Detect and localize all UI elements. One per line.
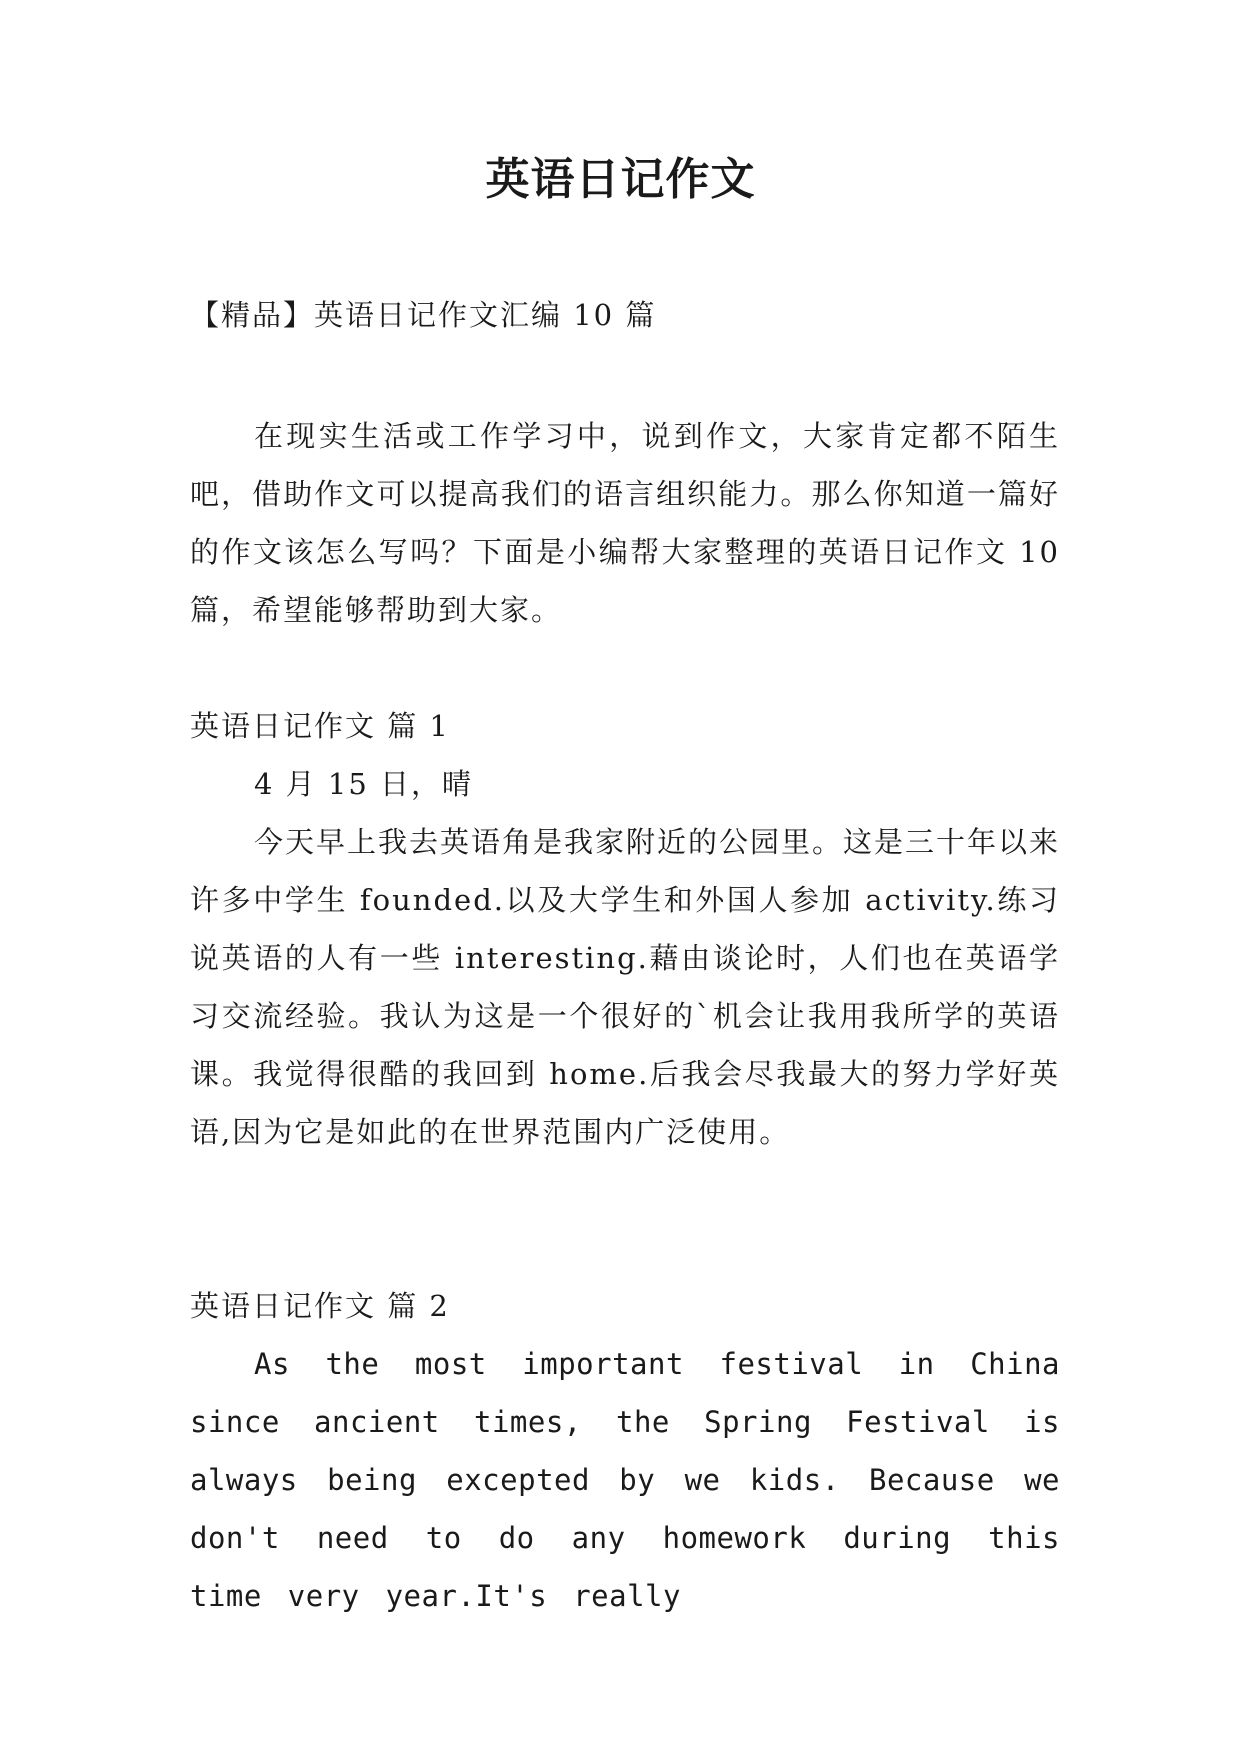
section-heading-2: 英语日记作文 篇 2 (190, 1289, 450, 1323)
section-body-1: 今天早上我去英语角是我家附近的公园里。这是三十年以来许多中学生 founded.以及大学生和外国人参加 activity.练习说英语的人有一些 interesting.藉由谈论时，人们也在英语学习交流经验。我认为这是一个很好的`机会让我用我所学的英语课。我觉得很酷的我回到 home.后我会尽我最大的努力学好英语,因为它是如此的在世界范围内广泛使用。 (190, 825, 1061, 1149)
document-subtitle: 【精品】英语日记作文汇编 10 篇 (190, 298, 657, 332)
section-heading-1: 英语日记作文 篇 1 (190, 709, 450, 743)
section-body-2: As the most important festival in China since ancient times, the Spring Festival is always being excepted by we kids. Because we don't need to do any homework during this time very year.It's really (190, 1347, 1060, 1613)
document-title: 英语日记作文 (485, 154, 756, 205)
intro-paragraph: 在现实生活或工作学习中，说到作文，大家肯定都不陌生吧，借助作文可以提高我们的语言组织能力。那么你知道一篇好的作文该怎么写吗？下面是小编帮大家整理的英语日记作文 10 篇，希望能够帮助到大家。 (190, 419, 1060, 627)
diary-date-1: 4 月 15 日，晴 (254, 767, 474, 801)
